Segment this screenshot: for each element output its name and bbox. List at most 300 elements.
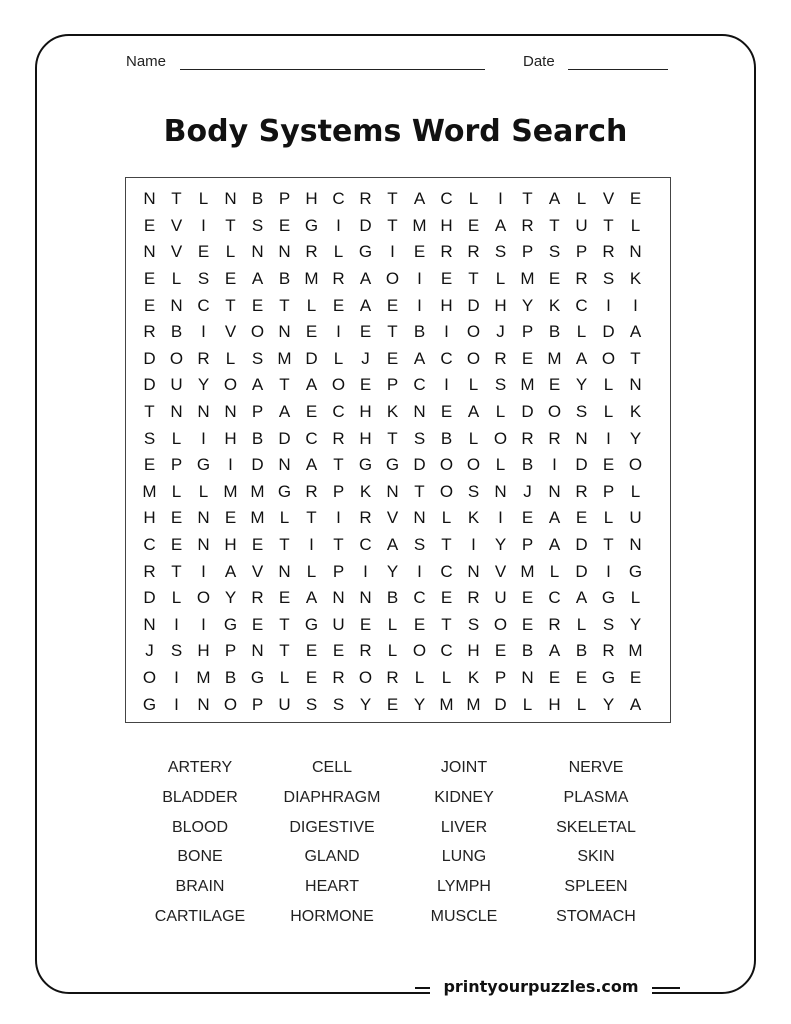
grid-letter[interactable]: T xyxy=(333,535,344,555)
grid-letter[interactable]: I xyxy=(471,535,476,555)
grid-letter[interactable]: L xyxy=(306,295,317,315)
grid-letter[interactable]: R xyxy=(548,428,561,448)
grid-letter[interactable]: S xyxy=(602,614,615,634)
grid-letter[interactable]: Y xyxy=(629,614,642,634)
grid-letter[interactable]: L xyxy=(630,481,641,501)
grid-letter[interactable]: P xyxy=(332,561,345,581)
grid-letter[interactable]: C xyxy=(143,535,156,555)
grid-letter[interactable]: E xyxy=(305,322,318,342)
grid-letter[interactable]: O xyxy=(358,667,373,687)
grid-letter[interactable]: L xyxy=(495,269,506,289)
grid-letter[interactable]: N xyxy=(332,588,345,608)
grid-letter[interactable]: O xyxy=(466,322,481,342)
grid-letter[interactable]: L xyxy=(603,508,614,528)
grid-letter[interactable]: T xyxy=(171,561,182,581)
grid-letter[interactable]: B xyxy=(548,322,561,342)
grid-letter[interactable]: L xyxy=(495,455,506,475)
grid-letter[interactable]: K xyxy=(629,269,642,289)
grid-letter[interactable]: R xyxy=(602,641,615,661)
grid-letter[interactable]: L xyxy=(468,375,479,395)
grid-letter[interactable]: S xyxy=(494,375,507,395)
grid-letter[interactable]: R xyxy=(251,588,264,608)
grid-letter[interactable]: B xyxy=(521,455,534,475)
grid-letter[interactable]: N xyxy=(143,189,156,209)
grid-letter[interactable]: E xyxy=(170,508,183,528)
grid-letter[interactable]: S xyxy=(467,614,480,634)
grid-letter[interactable]: G xyxy=(304,614,319,634)
grid-letter[interactable]: L xyxy=(387,614,398,634)
grid-letter[interactable]: N xyxy=(197,535,210,555)
grid-letter[interactable]: D xyxy=(575,455,588,475)
grid-letter[interactable]: S xyxy=(143,428,156,448)
grid-letter[interactable]: M xyxy=(250,508,265,528)
grid-letter[interactable]: E xyxy=(305,667,318,687)
grid-letter[interactable]: B xyxy=(521,641,534,661)
grid-letter[interactable]: H xyxy=(359,402,372,422)
grid-letter[interactable]: C xyxy=(440,189,453,209)
grid-letter[interactable]: S xyxy=(413,428,426,448)
grid-letter[interactable]: T xyxy=(279,375,290,395)
grid-letter[interactable]: L xyxy=(225,242,236,262)
grid-letter[interactable]: H xyxy=(359,428,372,448)
grid-letter[interactable]: R xyxy=(332,667,345,687)
grid-letter[interactable]: A xyxy=(251,375,264,395)
grid-letter[interactable]: H xyxy=(305,189,318,209)
grid-letter[interactable]: E xyxy=(143,269,156,289)
grid-letter[interactable]: S xyxy=(251,215,264,235)
grid-letter[interactable]: E xyxy=(143,295,156,315)
grid-letter[interactable]: L xyxy=(549,561,560,581)
grid-letter[interactable]: G xyxy=(358,242,373,262)
grid-letter[interactable]: R xyxy=(494,348,507,368)
grid-letter[interactable]: M xyxy=(196,667,211,687)
grid-letter[interactable]: M xyxy=(250,481,265,501)
grid-letter[interactable]: A xyxy=(548,641,561,661)
grid-letter[interactable]: R xyxy=(332,269,345,289)
grid-letter[interactable]: T xyxy=(630,348,641,368)
grid-letter[interactable]: G xyxy=(601,588,616,608)
grid-letter[interactable]: H xyxy=(494,295,507,315)
grid-letter[interactable]: E xyxy=(143,215,156,235)
grid-letter[interactable]: C xyxy=(548,588,561,608)
grid-letter[interactable]: V xyxy=(602,189,615,209)
grid-letter[interactable]: A xyxy=(575,588,588,608)
grid-letter[interactable]: R xyxy=(143,322,156,342)
grid-letter[interactable]: R xyxy=(548,614,561,634)
grid-letter[interactable]: I xyxy=(417,269,422,289)
grid-letter[interactable]: E xyxy=(386,348,399,368)
grid-letter[interactable]: K xyxy=(467,667,480,687)
grid-letter[interactable]: L xyxy=(414,667,425,687)
grid-letter[interactable]: C xyxy=(332,189,345,209)
grid-letter[interactable]: C xyxy=(332,402,345,422)
grid-letter[interactable]: D xyxy=(467,295,480,315)
grid-letter[interactable]: M xyxy=(223,481,238,501)
grid-letter[interactable]: A xyxy=(494,215,507,235)
grid-letter[interactable]: I xyxy=(228,455,233,475)
grid-letter[interactable]: I xyxy=(363,561,368,581)
grid-letter[interactable]: C xyxy=(413,375,426,395)
grid-letter[interactable]: L xyxy=(171,269,182,289)
grid-letter[interactable]: N xyxy=(629,535,642,555)
grid-letter[interactable]: O xyxy=(331,375,346,395)
grid-letter[interactable]: I xyxy=(201,561,206,581)
grid-letter[interactable]: E xyxy=(332,641,345,661)
grid-letter[interactable]: A xyxy=(413,189,426,209)
grid-letter[interactable]: M xyxy=(142,481,157,501)
grid-letter[interactable]: L xyxy=(522,694,533,714)
grid-letter[interactable]: E xyxy=(224,269,237,289)
grid-letter[interactable]: K xyxy=(467,508,480,528)
grid-letter[interactable]: L xyxy=(495,402,506,422)
grid-letter[interactable]: E xyxy=(251,614,264,634)
grid-letter[interactable]: O xyxy=(547,402,562,422)
grid-letter[interactable]: A xyxy=(359,295,372,315)
name-field[interactable] xyxy=(180,69,485,70)
grid-letter[interactable]: P xyxy=(494,667,507,687)
grid-letter[interactable]: E xyxy=(521,508,534,528)
grid-letter[interactable]: P xyxy=(224,641,237,661)
grid-letter[interactable]: A xyxy=(575,348,588,368)
grid-letter[interactable]: N xyxy=(251,641,264,661)
grid-letter[interactable]: E xyxy=(170,535,183,555)
grid-letter[interactable]: I xyxy=(498,189,503,209)
grid-letter[interactable]: O xyxy=(601,348,616,368)
grid-letter[interactable]: L xyxy=(441,667,452,687)
grid-letter[interactable]: N xyxy=(197,402,210,422)
grid-letter[interactable]: L xyxy=(171,428,182,448)
grid-letter[interactable]: D xyxy=(251,455,264,475)
grid-letter[interactable]: E xyxy=(359,322,372,342)
grid-letter[interactable]: C xyxy=(575,295,588,315)
grid-letter[interactable]: E xyxy=(521,588,534,608)
grid-letter[interactable]: D xyxy=(413,455,426,475)
grid-letter[interactable]: O xyxy=(628,455,643,475)
grid-letter[interactable]: O xyxy=(493,428,508,448)
grid-letter[interactable]: V xyxy=(170,242,183,262)
grid-letter[interactable]: E xyxy=(278,588,291,608)
grid-letter[interactable]: E xyxy=(494,641,507,661)
grid-letter[interactable]: G xyxy=(358,455,373,475)
grid-letter[interactable]: E xyxy=(629,189,642,209)
grid-letter[interactable]: O xyxy=(223,375,238,395)
grid-letter[interactable]: T xyxy=(387,189,398,209)
grid-letter[interactable]: H xyxy=(224,535,237,555)
grid-letter[interactable]: B xyxy=(251,428,264,448)
grid-letter[interactable]: I xyxy=(174,667,179,687)
grid-letter[interactable]: R xyxy=(305,242,318,262)
grid-letter[interactable]: I xyxy=(606,561,611,581)
grid-letter[interactable]: I xyxy=(336,322,341,342)
grid-letter[interactable]: T xyxy=(441,535,452,555)
grid-letter[interactable]: R xyxy=(575,269,588,289)
grid-letter[interactable]: E xyxy=(224,508,237,528)
grid-letter[interactable]: M xyxy=(520,561,535,581)
grid-letter[interactable]: D xyxy=(494,694,507,714)
grid-letter[interactable]: E xyxy=(548,375,561,395)
grid-letter[interactable]: B xyxy=(278,269,291,289)
grid-letter[interactable]: L xyxy=(630,588,641,608)
grid-letter[interactable]: L xyxy=(576,189,587,209)
grid-letter[interactable]: I xyxy=(552,455,557,475)
grid-letter[interactable]: V xyxy=(224,322,237,342)
grid-letter[interactable]: M xyxy=(547,348,562,368)
grid-letter[interactable]: N xyxy=(143,614,156,634)
grid-letter[interactable]: E xyxy=(143,455,156,475)
grid-letter[interactable]: A xyxy=(359,269,372,289)
grid-letter[interactable]: C xyxy=(440,348,453,368)
grid-letter[interactable]: S xyxy=(197,269,210,289)
grid-letter[interactable]: M xyxy=(520,269,535,289)
grid-letter[interactable]: P xyxy=(521,322,534,342)
grid-letter[interactable]: E xyxy=(413,242,426,262)
grid-letter[interactable]: H xyxy=(440,215,453,235)
grid-letter[interactable]: L xyxy=(441,508,452,528)
grid-letter[interactable]: G xyxy=(196,455,211,475)
grid-letter[interactable]: N xyxy=(494,481,507,501)
grid-letter[interactable]: S xyxy=(494,242,507,262)
grid-letter[interactable]: I xyxy=(309,535,314,555)
grid-letter[interactable]: P xyxy=(575,242,588,262)
grid-letter[interactable]: E xyxy=(548,667,561,687)
grid-letter[interactable]: N xyxy=(143,242,156,262)
grid-letter[interactable]: T xyxy=(279,641,290,661)
grid-letter[interactable]: O xyxy=(142,667,157,687)
grid-letter[interactable]: M xyxy=(628,641,643,661)
grid-letter[interactable]: B xyxy=(575,641,588,661)
grid-letter[interactable]: S xyxy=(332,694,345,714)
grid-letter[interactable]: A xyxy=(305,375,318,395)
grid-letter[interactable]: K xyxy=(359,481,372,501)
grid-letter[interactable]: R xyxy=(359,189,372,209)
grid-letter[interactable]: B xyxy=(224,667,237,687)
grid-letter[interactable]: B xyxy=(251,189,264,209)
grid-letter[interactable]: I xyxy=(336,215,341,235)
grid-letter[interactable]: A xyxy=(413,348,426,368)
grid-letter[interactable]: C xyxy=(413,588,426,608)
grid-letter[interactable]: T xyxy=(387,215,398,235)
grid-letter[interactable]: R xyxy=(467,588,480,608)
grid-letter[interactable]: L xyxy=(171,481,182,501)
grid-letter[interactable]: S xyxy=(575,402,588,422)
grid-letter[interactable]: I xyxy=(201,215,206,235)
grid-letter[interactable]: L xyxy=(333,348,344,368)
grid-letter[interactable]: T xyxy=(225,215,236,235)
grid-letter[interactable]: N xyxy=(197,694,210,714)
grid-letter[interactable]: A xyxy=(305,455,318,475)
grid-letter[interactable]: K xyxy=(386,402,399,422)
grid-letter[interactable]: K xyxy=(548,295,561,315)
grid-letter[interactable]: I xyxy=(606,428,611,448)
grid-letter[interactable]: G xyxy=(223,614,238,634)
grid-letter[interactable]: T xyxy=(441,614,452,634)
grid-letter[interactable]: T xyxy=(603,215,614,235)
grid-letter[interactable]: Y xyxy=(359,694,372,714)
grid-letter[interactable]: V xyxy=(170,215,183,235)
grid-letter[interactable]: D xyxy=(143,588,156,608)
grid-letter[interactable]: I xyxy=(633,295,638,315)
grid-letter[interactable]: N xyxy=(575,428,588,448)
grid-letter[interactable]: U xyxy=(170,375,183,395)
grid-letter[interactable]: E xyxy=(575,667,588,687)
grid-letter[interactable]: L xyxy=(576,614,587,634)
grid-letter[interactable]: R xyxy=(305,481,318,501)
grid-letter[interactable]: E xyxy=(332,295,345,315)
grid-letter[interactable]: N xyxy=(467,561,480,581)
grid-letter[interactable]: E xyxy=(413,614,426,634)
grid-letter[interactable]: N xyxy=(548,481,561,501)
grid-letter[interactable]: T xyxy=(414,481,425,501)
grid-letter[interactable]: G xyxy=(277,481,292,501)
grid-letter[interactable]: T xyxy=(306,508,317,528)
grid-letter[interactable]: J xyxy=(361,348,370,368)
grid-letter[interactable]: N xyxy=(278,242,291,262)
grid-letter[interactable]: H xyxy=(143,508,156,528)
grid-letter[interactable]: D xyxy=(278,428,291,448)
date-field[interactable] xyxy=(568,69,668,70)
grid-letter[interactable]: T xyxy=(522,189,533,209)
grid-letter[interactable]: D xyxy=(575,561,588,581)
grid-letter[interactable]: T xyxy=(171,189,182,209)
grid-letter[interactable]: I xyxy=(201,428,206,448)
grid-letter[interactable]: E xyxy=(575,508,588,528)
grid-letter[interactable]: L xyxy=(279,508,290,528)
grid-letter[interactable]: R xyxy=(467,242,480,262)
grid-letter[interactable]: G xyxy=(250,667,265,687)
grid-letter[interactable]: P xyxy=(251,402,264,422)
grid-letter[interactable]: A xyxy=(548,535,561,555)
grid-letter[interactable]: H xyxy=(197,641,210,661)
grid-letter[interactable]: L xyxy=(603,375,614,395)
grid-letter[interactable]: N xyxy=(413,508,426,528)
grid-letter[interactable]: R xyxy=(143,561,156,581)
grid-letter[interactable]: E xyxy=(467,215,480,235)
grid-letter[interactable]: Y xyxy=(386,561,399,581)
grid-letter[interactable]: E xyxy=(197,242,210,262)
grid-letter[interactable]: D xyxy=(143,348,156,368)
grid-letter[interactable]: O xyxy=(466,348,481,368)
grid-letter[interactable]: Y xyxy=(413,694,426,714)
grid-letter[interactable]: O xyxy=(223,694,238,714)
grid-letter[interactable]: A xyxy=(548,189,561,209)
grid-letter[interactable]: L xyxy=(603,402,614,422)
grid-letter[interactable]: N xyxy=(278,561,291,581)
grid-letter[interactable]: I xyxy=(606,295,611,315)
grid-letter[interactable]: E xyxy=(359,375,372,395)
grid-letter[interactable]: Y xyxy=(197,375,210,395)
grid-letter[interactable]: L xyxy=(630,215,641,235)
grid-letter[interactable]: E xyxy=(386,295,399,315)
grid-letter[interactable]: H xyxy=(548,694,561,714)
grid-letter[interactable]: I xyxy=(444,322,449,342)
grid-letter[interactable]: R xyxy=(359,508,372,528)
grid-letter[interactable]: O xyxy=(439,455,454,475)
grid-letter[interactable]: N xyxy=(251,242,264,262)
grid-letter[interactable]: R xyxy=(521,215,534,235)
grid-letter[interactable]: N xyxy=(170,295,183,315)
grid-letter[interactable]: E xyxy=(629,667,642,687)
grid-letter[interactable]: G xyxy=(142,694,157,714)
grid-letter[interactable]: E xyxy=(440,269,453,289)
grid-letter[interactable]: E xyxy=(251,295,264,315)
grid-letter[interactable]: T xyxy=(279,535,290,555)
grid-letter[interactable]: L xyxy=(468,189,479,209)
grid-letter[interactable]: N xyxy=(386,481,399,501)
grid-letter[interactable]: S xyxy=(251,348,264,368)
grid-letter[interactable]: D xyxy=(359,215,372,235)
grid-letter[interactable]: I xyxy=(417,295,422,315)
grid-letter[interactable]: O xyxy=(466,455,481,475)
grid-letter[interactable]: C xyxy=(440,641,453,661)
grid-letter[interactable]: M xyxy=(439,694,454,714)
grid-letter[interactable]: M xyxy=(412,215,427,235)
grid-letter[interactable]: E xyxy=(440,402,453,422)
grid-letter[interactable]: A xyxy=(224,561,237,581)
grid-letter[interactable]: A xyxy=(629,694,642,714)
grid-letter[interactable]: G xyxy=(385,455,400,475)
grid-letter[interactable]: A xyxy=(278,402,291,422)
grid-letter[interactable]: T xyxy=(333,455,344,475)
grid-letter[interactable]: E xyxy=(359,614,372,634)
grid-letter[interactable]: I xyxy=(498,508,503,528)
grid-letter[interactable]: L xyxy=(468,428,479,448)
grid-letter[interactable]: O xyxy=(196,588,211,608)
grid-letter[interactable]: V xyxy=(494,561,507,581)
grid-letter[interactable]: I xyxy=(390,242,395,262)
grid-letter[interactable]: U xyxy=(278,694,291,714)
grid-letter[interactable]: U xyxy=(494,588,507,608)
grid-letter[interactable]: L xyxy=(279,667,290,687)
grid-letter[interactable]: S xyxy=(602,269,615,289)
grid-letter[interactable]: B xyxy=(413,322,426,342)
grid-letter[interactable]: L xyxy=(225,348,236,368)
grid-letter[interactable]: Y xyxy=(224,588,237,608)
grid-letter[interactable]: L xyxy=(333,242,344,262)
grid-letter[interactable]: L xyxy=(387,641,398,661)
grid-letter[interactable]: R xyxy=(332,428,345,448)
grid-letter[interactable]: D xyxy=(575,535,588,555)
grid-letter[interactable]: T xyxy=(279,614,290,634)
grid-letter[interactable]: E xyxy=(278,215,291,235)
grid-letter[interactable]: E xyxy=(386,694,399,714)
grid-letter[interactable]: I xyxy=(201,614,206,634)
grid-letter[interactable]: E xyxy=(305,402,318,422)
grid-letter[interactable]: N xyxy=(197,508,210,528)
grid-letter[interactable]: N xyxy=(359,588,372,608)
grid-letter[interactable]: R xyxy=(359,641,372,661)
grid-letter[interactable]: S xyxy=(305,694,318,714)
grid-letter[interactable]: R xyxy=(602,242,615,262)
grid-letter[interactable]: I xyxy=(336,508,341,528)
grid-letter[interactable]: L xyxy=(171,588,182,608)
grid-letter[interactable]: I xyxy=(417,561,422,581)
grid-letter[interactable]: D xyxy=(602,322,615,342)
grid-letter[interactable]: Y xyxy=(602,694,615,714)
grid-letter[interactable]: P xyxy=(521,535,534,555)
grid-letter[interactable]: L xyxy=(306,561,317,581)
grid-letter[interactable]: S xyxy=(548,242,561,262)
grid-letter[interactable]: T xyxy=(387,428,398,448)
grid-letter[interactable]: E xyxy=(602,455,615,475)
grid-letter[interactable]: N xyxy=(224,189,237,209)
grid-letter[interactable]: C xyxy=(197,295,210,315)
grid-letter[interactable]: R xyxy=(386,667,399,687)
grid-letter[interactable]: V xyxy=(386,508,399,528)
grid-letter[interactable]: T xyxy=(549,215,560,235)
grid-letter[interactable]: G xyxy=(601,667,616,687)
grid-letter[interactable]: L xyxy=(198,189,209,209)
grid-letter[interactable]: N xyxy=(170,402,183,422)
